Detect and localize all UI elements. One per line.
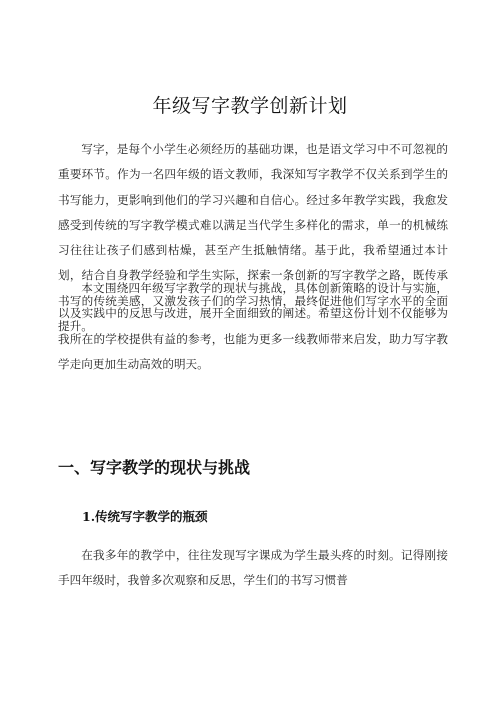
section-heading: 一、写字教学的现状与挑战 [58,458,251,477]
subsection-heading: 1.传统写字教学的瓶颈 [82,509,208,524]
intro-paragraph-1: 写字，是每个小学生必须经历的基础功课，也是语文学习中不可忽视的重要环节。作为一名四年级的语文教师，我深知写字教学不仅关系到学生的书写能力，更影响到他们的学习兴趣和自信心。经过多年教学实践，我愈发感受到传统的写字教学模式难以满足当代学生多样化的需求，单一的机械练习往往让孩子们感到枯燥，甚至产生抵触情绪。基于此，我希望通过本计划，结合自身教学经验和学生实际，探索一条创新的写字教学之路，既传承书写的传统美感，又激发孩子们的学习热情，最终促进他们写字水平的全面提升。 [58,142,448,334]
section-paragraph: 在我多年的教学中，往往发现写字课成为学生最头疼的时刻。记得刚接手四年级时，我曾多次观察和反思，学生们的书写习惯普 [58,548,448,588]
intro-paragraph-2: 本文围绕四年级写字教学的现状与挑战，具体创新策略的设计与实施，以及实践中的反思与改进，展开全面细致的阐述。希望这份计划不仅能够为我所在的学校提供有益的参考，也能为更多一线教师带来启发，助力写字教学走向更加生动高效的明天。 [58,281,448,371]
document-title: 年级写字教学创新计划 [152,95,348,117]
